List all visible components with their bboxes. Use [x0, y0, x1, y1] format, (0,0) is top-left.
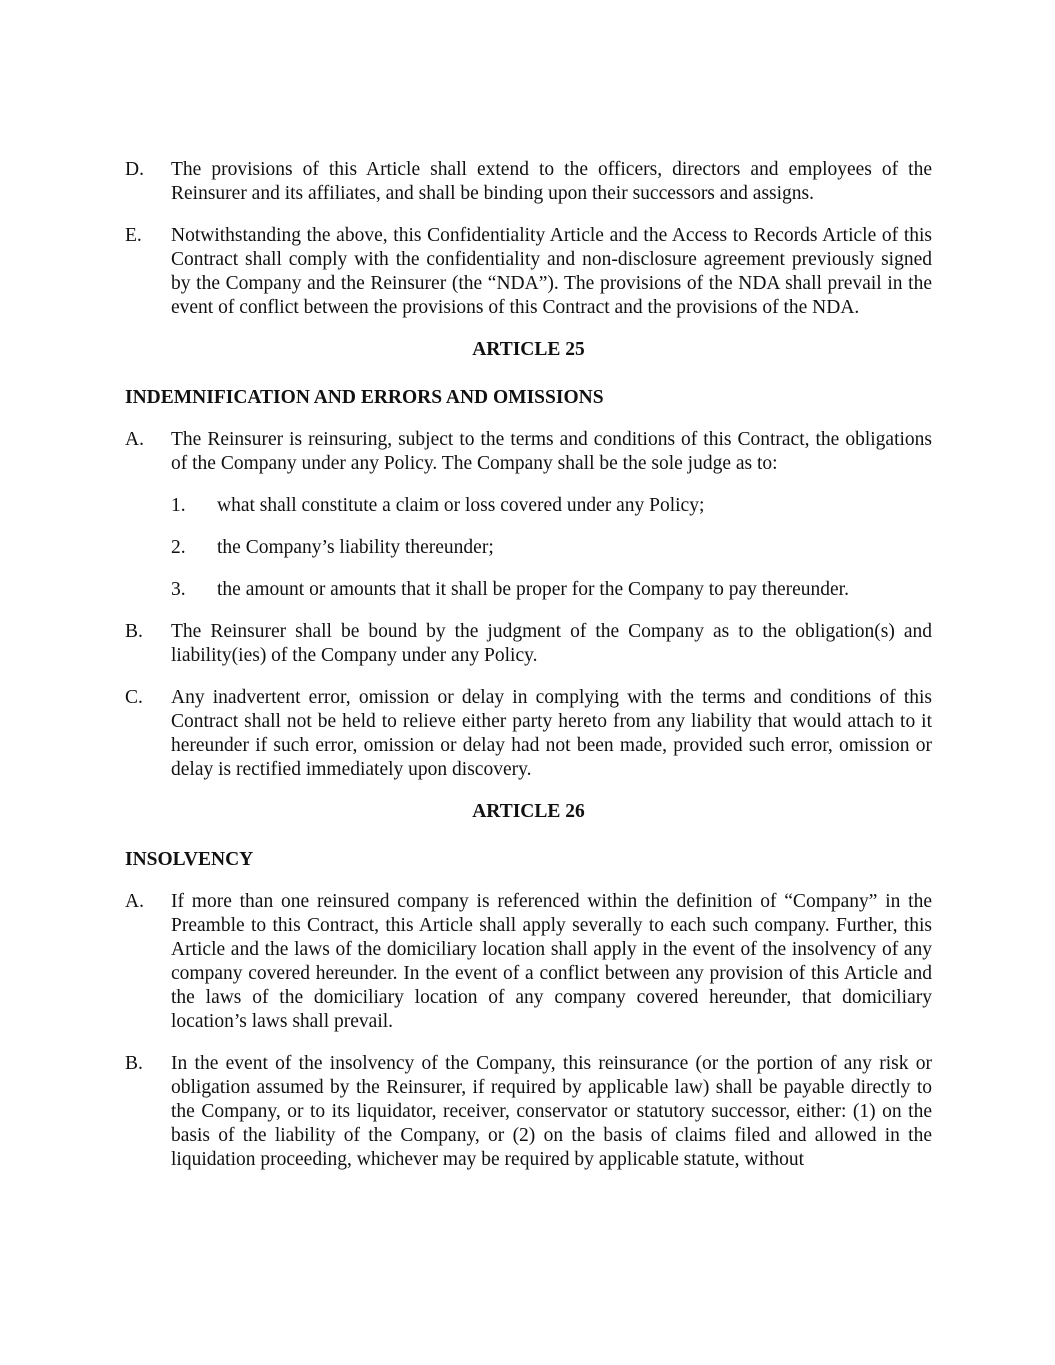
clause-text: The Reinsurer is reinsuring, subject to the terms and conditions of this Contract, the obligations of the Company under any Policy. The Company shall be the sole judge as to: [171, 429, 932, 474]
article-26-number: ARTICLE 26 [472, 801, 585, 822]
clause-label: A. [125, 891, 144, 912]
article-26-title: INSOLVENCY [125, 849, 254, 870]
article-25-number: ARTICLE 25 [472, 339, 585, 360]
art25-clause-b [125, 620, 932, 668]
clause-label: B. [125, 1053, 143, 1074]
art26-clause-b [125, 1052, 932, 1172]
art25-subitem-1 [125, 494, 932, 518]
clause-d [125, 158, 932, 206]
subitem-label: 3. [171, 579, 186, 600]
subitem-label: 2. [171, 537, 186, 558]
clause-text: The Reinsurer shall be bound by the judgment of the Company as to the obligation(s) and liability(ies) of the Company under any Policy. [171, 621, 932, 666]
clause-label: C. [125, 687, 143, 708]
document-page [125, 158, 932, 1172]
clause-label: E. [125, 225, 142, 246]
subitem-label: 1. [171, 495, 186, 516]
art26-clause-a [125, 890, 932, 1034]
clause-e [125, 224, 932, 320]
clause-text: The provisions of this Article shall extend to the officers, directors and employees of the Reinsurer and its affiliates, and shall be binding upon their successors and assigns. [171, 159, 932, 204]
art25-clause-c [125, 686, 932, 782]
clause-text: If more than one reinsured company is referenced within the definition of “Company” in the Preamble to this Contract, this Article shall apply severally to each such company. Further, this Article and the laws of the domiciliary location shall apply in the event of the insolvency of any company covered hereunder. In the event of a conflict between any provision of this Article and the laws of the domiciliary location of any company covered hereunder, that domiciliary location’s laws shall prevail. [171, 891, 932, 1032]
art25-subitem-2 [125, 536, 932, 560]
subitem-text: the Company’s liability thereunder; [217, 537, 494, 558]
clause-text: Notwithstanding the above, this Confidentiality Article and the Access to Records Article of this Contract shall comply with the confidentiality and non-disclosure agreement previously signed by the Company and the Reinsurer (the “NDA”). The provisions of the NDA shall prevail in the event of conflict between the provisions of this Contract and the provisions of the NDA. [171, 225, 932, 318]
art25-subitem-3 [125, 578, 932, 602]
article-25-title: INDEMNIFICATION AND ERRORS AND OMISSIONS [125, 387, 604, 408]
clause-label: A. [125, 429, 144, 450]
subitem-text: what shall constitute a claim or loss covered under any Policy; [217, 495, 705, 516]
art25-clause-a [125, 428, 932, 476]
subitem-text: the amount or amounts that it shall be proper for the Company to pay thereunder. [217, 579, 849, 600]
clause-label: D. [125, 159, 144, 180]
clause-text: Any inadvertent error, omission or delay in complying with the terms and conditions of this Contract shall not be held to relieve either party hereto from any liability that would attach to it hereunder if such error, omission or delay had not been made, provided such error, omission or delay is rectified immediately upon discovery. [171, 687, 932, 780]
clause-text: In the event of the insolvency of the Company, this reinsurance (or the portion of any risk or obligation assumed by the Reinsurer, if required by applicable law) shall be payable directly to the Company, or to its liquidator, receiver, conservator or statutory successor, either: (1) on the basis of the liability of the Company, or (2) on the basis of claims filed and allowed in the liquidation proceeding, whichever may be required by applicable statute, without [171, 1053, 932, 1170]
clause-label: B. [125, 621, 143, 642]
